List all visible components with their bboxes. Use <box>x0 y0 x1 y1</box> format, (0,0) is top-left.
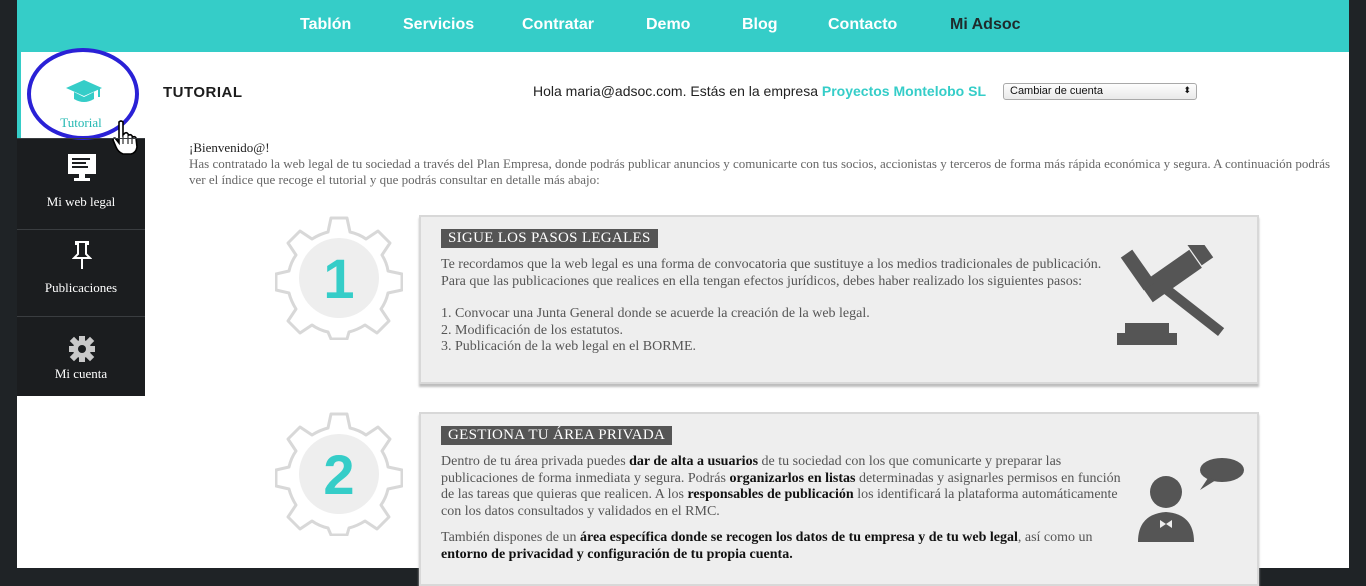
sidebar-item-label: Publicaciones <box>44 280 118 295</box>
page-title: TUTORIAL <box>163 84 243 101</box>
step-2-gear-icon <box>275 408 403 536</box>
sidebar-item-publicaciones[interactable] <box>17 230 145 316</box>
sidebar <box>17 52 145 396</box>
nav-contratar[interactable]: Contratar <box>522 16 595 33</box>
nav-servicios[interactable]: Servicios <box>403 16 475 33</box>
step-2-paragraph-2: También dispones de un área específica donde se recogen los datos de tu empresa y de tu web legal, así como un entorno de privacidad y configuración de tu propia cuenta. <box>441 530 1093 562</box>
nav-tablon[interactable]: Tablón <box>300 16 352 33</box>
main-content <box>163 52 1349 568</box>
sidebar-item-label: Mi cuenta <box>54 366 108 381</box>
step-1-gear-icon <box>275 212 403 340</box>
step-1-card <box>419 215 1259 384</box>
step-2-paragraph-1: Dentro de tu área privada puedes dar de alta a usuarios de tu sociedad con los que comunicarte y preparar las publicaciones de forma inmediata y segura. Podrás organizarlos en listas determinadas y asignarles permisos en función de las tareas que quieras que realicen. A los responsables de publicación los identificará la plataforma automáticamente con los datos consultados y validados en el RMC. <box>441 454 1121 519</box>
step-1-title: SIGUE LOS PASOS LEGALES <box>441 229 658 248</box>
step-1-list-item: 3. Publicación de la web legal en el BORME. <box>441 339 697 354</box>
nav-contacto[interactable]: Contacto <box>828 16 898 33</box>
app-frame <box>17 0 1349 568</box>
gear-icon <box>68 335 96 363</box>
select-arrows-icon: ⬍ <box>1183 85 1191 95</box>
step-2-body <box>441 454 1131 563</box>
nav-demo[interactable]: Demo <box>646 16 691 33</box>
step-1-list-item: 2. Modificación de los estatutos. <box>441 322 623 338</box>
sidebar-item-label: Mi web legal <box>46 194 116 209</box>
account-select[interactable] <box>1003 83 1197 100</box>
sidebar-item-mi-cuenta[interactable] <box>17 317 145 396</box>
step-2-card <box>419 412 1259 586</box>
step-2-number: 2 <box>323 443 355 506</box>
step-2-title: GESTIONA TU ÁREA PRIVADA <box>441 426 672 445</box>
pushpin-icon <box>72 240 92 270</box>
nav-blog[interactable]: Blog <box>742 16 778 33</box>
step-1-number: 1 <box>323 247 355 310</box>
sidebar-item-mi-web-legal[interactable] <box>17 139 145 229</box>
user-speech-icon <box>1136 454 1246 544</box>
sidebar-item-tutorial[interactable] <box>17 52 145 138</box>
account-select-value: Cambiar de cuenta <box>1010 85 1103 97</box>
step-1-list-item: 1. Convocar una Junta General donde se acuerde la creación de la web legal. <box>441 306 870 321</box>
gavel-icon <box>1111 245 1241 350</box>
welcome-heading: ¡Bienvenido@! <box>189 140 270 155</box>
greeting-text <box>533 83 986 99</box>
monitor-icon <box>67 153 97 183</box>
intro-paragraph: Has contratado la web legal de tu sociedad a través del Plan Empresa, donde podrás publicar anuncios y comunicarte con tus socios, accionistas y terceros de forma más rápida económica y segura. A continuación podrás ver el índice que recoge el tutorial y que podrás consultar en detalle más abajo: <box>189 156 1331 187</box>
sidebar-item-label: Tutorial <box>60 115 102 130</box>
intro-text <box>189 140 1339 188</box>
greeting-label: Hola maria@adsoc.com. Estás en la empresa <box>533 83 822 99</box>
company-name: Proyectos Montelobo SL <box>821 83 987 99</box>
top-navigation <box>17 0 1349 52</box>
step-1-body <box>441 257 1116 356</box>
step-1-paragraph: Te recordamos que la web legal es una forma de convocatoria que sustituye a los medios tradicionales de publicación. Para que las publicaciones que realices en ella tengan efectos jurídicos, debes haber realizado los siguientes pasos: <box>441 257 1102 289</box>
nav-mi-adsoc[interactable]: Mi Adsoc <box>950 16 1021 33</box>
